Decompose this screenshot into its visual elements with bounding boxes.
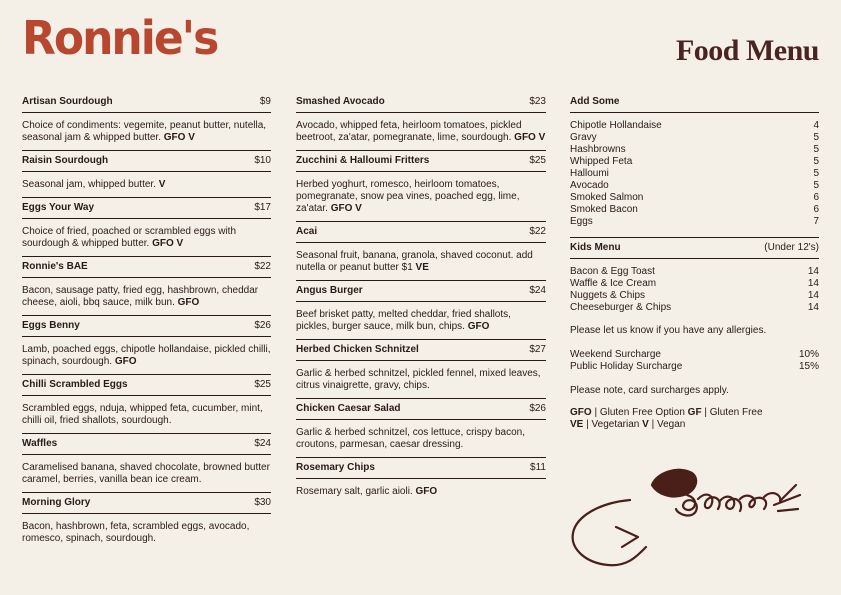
description-text: Garlic & herbed schnitzel, cos lettuce, crispy bacon, croutons, parmesan, caesar dressing.	[296, 427, 525, 450]
section-title: Add Some	[570, 96, 620, 107]
menu-item-angus-burger	[296, 281, 546, 340]
row-label: Weekend Surcharge	[570, 349, 661, 360]
dietary-legend	[570, 407, 819, 431]
dietary-tags: GFO V	[152, 238, 184, 249]
description-text: Beef brisket patty, melted cheddar, fried shallots, pickles, burger sauce, milk bun, chips.	[296, 309, 511, 332]
row-value: 14	[807, 266, 819, 277]
menu-item-header	[22, 257, 271, 278]
description-text: Bacon, hashbrown, feta, scrambled eggs, avocado, romesco, spinach, sourdough.	[22, 521, 250, 544]
menu-item-waffles	[22, 434, 271, 493]
legend-code: VE	[570, 419, 584, 430]
menu-item-eggs-your-way	[22, 198, 271, 257]
menu-item-name: Ronnie's BAE	[22, 261, 88, 272]
card-surcharge-note: Please note, card surcharges apply.	[570, 385, 729, 396]
row-value: 10%	[798, 349, 819, 360]
menu-column-3	[570, 92, 819, 431]
description-text: Seasonal fruit, banana, granola, shaved coconut. add nutella or peanut butter $1	[296, 250, 533, 273]
surcharge-list	[570, 347, 819, 383]
list-row	[570, 192, 819, 204]
menu-item-header	[22, 151, 271, 172]
menu-item-price: $22	[254, 261, 271, 272]
row-label: Public Holiday Surcharge	[570, 361, 683, 372]
menu-item-price: $27	[529, 344, 546, 355]
menu-item-description	[22, 337, 271, 374]
legend-code: GFO	[570, 407, 592, 418]
menu-item-name: Acai	[296, 226, 318, 237]
menu-item-description	[296, 420, 546, 457]
add-some-heading	[570, 92, 819, 113]
list-row	[570, 180, 819, 192]
menu-item-price: $17	[254, 202, 271, 213]
row-label: Gravy	[570, 132, 597, 143]
legend-separator: |	[651, 419, 655, 430]
menu-item-price: $10	[254, 155, 271, 166]
chef-sketch-illustration	[568, 455, 823, 575]
row-value: 14	[807, 290, 819, 301]
menu-item-name: Rosemary Chips	[296, 462, 375, 473]
legend-text: Vegan	[656, 419, 686, 430]
row-value: 15%	[798, 361, 819, 372]
description-text: Rosemary salt, garlic aioli.	[296, 486, 413, 497]
menu-item-name: Eggs Benny	[22, 320, 80, 331]
list-row	[570, 216, 819, 228]
menu-item-price: $11	[530, 462, 546, 473]
menu-item-price: $25	[529, 155, 546, 166]
description-text: Scrambled eggs, nduja, whipped feta, cucumber, mint, chilli oil, fried shallots, sourdough.	[22, 403, 263, 426]
row-label: Waffle & Ice Cream	[570, 278, 657, 289]
menu-item-header	[296, 151, 546, 172]
dietary-tags: GFO	[415, 486, 438, 497]
menu-item-price: $30	[254, 497, 271, 508]
menu-item-name: Raisin Sourdough	[22, 155, 109, 166]
menu-item-rosemary-chips	[296, 458, 546, 504]
list-row	[570, 302, 819, 314]
menu-item-ronnie-s-bae	[22, 257, 271, 316]
row-value: 5	[813, 180, 819, 191]
legend-code: V	[642, 419, 649, 430]
row-label: Avocado	[570, 180, 609, 191]
list-row	[570, 132, 819, 144]
row-label: Nuggets & Chips	[570, 290, 646, 301]
brand-logo: Ronnie's	[22, 12, 218, 66]
legend-separator: |	[594, 407, 598, 418]
menu-item-price: $26	[529, 403, 546, 414]
list-row	[570, 144, 819, 156]
legend-text: Gluten Free Option	[599, 407, 685, 418]
row-label: Chipotle Hollandaise	[570, 120, 662, 131]
menu-item-name: Morning Glory	[22, 497, 91, 508]
menu-item-name: Artisan Sourdough	[22, 96, 113, 107]
menu-item-name: Chicken Caesar Salad	[296, 403, 401, 414]
list-row	[570, 120, 819, 132]
dietary-tags: VE	[415, 262, 429, 273]
menu-item-header	[296, 399, 546, 420]
menu-item-description	[22, 113, 271, 150]
menu-item-description	[296, 172, 546, 221]
menu-item-header	[296, 281, 546, 302]
menu-item-name: Chilli Scrambled Eggs	[22, 379, 128, 390]
legend-text: Gluten Free	[709, 407, 763, 418]
row-value: 6	[813, 204, 819, 215]
dietary-tags: GFO V	[330, 203, 362, 214]
menu-item-header	[22, 92, 271, 113]
description-text: Herbed yoghurt, romesco, heirloom tomatoes, pomegranate, snow pea vines, poached egg, lime, za'atar.	[296, 179, 520, 214]
list-row	[570, 361, 819, 373]
description-text: Caramelised banana, shaved chocolate, browned butter caramel, berries, vanilla bean ice cream.	[22, 462, 270, 485]
description-text: Garlic & herbed schnitzel, pickled fennel, mixed leaves, citrus vinaigrette, gravy, chips.	[296, 368, 541, 391]
menu-item-price: $23	[529, 96, 546, 107]
row-label: Smoked Salmon	[570, 192, 644, 203]
row-label: Halloumi	[570, 168, 609, 179]
menu-item-price: $25	[254, 379, 271, 390]
legend-separator: |	[704, 407, 707, 418]
row-value: 14	[807, 302, 819, 313]
menu-item-name: Waffles	[22, 438, 58, 449]
menu-item-price: $9	[259, 96, 271, 107]
menu-item-eggs-benny	[22, 316, 271, 375]
menu-item-chilli-scrambled-eggs	[22, 375, 271, 434]
legend-text: Vegetarian	[591, 419, 640, 430]
page-title: Food Menu	[675, 34, 819, 67]
list-row	[570, 266, 819, 278]
menu-item-header	[22, 198, 271, 219]
menu-item-description	[22, 219, 271, 256]
menu-item-herbed-chicken-schnitzel	[296, 340, 546, 399]
menu-item-header	[296, 222, 546, 243]
menu-item-price: $26	[254, 320, 271, 331]
kids-menu-section	[570, 238, 819, 323]
kids-menu-list	[570, 259, 819, 323]
menu-item-description	[296, 361, 546, 398]
menu-item-price: $22	[529, 226, 546, 237]
dietary-tags: GFO V	[514, 132, 546, 143]
menu-column-1	[22, 92, 271, 551]
menu-item-description	[296, 479, 546, 504]
dietary-tags: GFO	[177, 297, 200, 308]
dietary-tags: GFO	[114, 356, 137, 367]
section-title: Kids Menu	[570, 242, 621, 253]
menu-item-header	[296, 458, 546, 479]
menu-item-header	[22, 434, 271, 455]
list-row	[570, 204, 819, 216]
menu-item-description	[22, 172, 271, 197]
menu-item-name: Angus Burger	[296, 285, 363, 296]
kids-age-note: (Under 12's)	[764, 242, 819, 253]
dietary-tags: GFO	[467, 321, 490, 332]
menu-item-price: $24	[254, 438, 271, 449]
row-value: 5	[813, 168, 819, 179]
list-row	[570, 290, 819, 302]
row-label: Bacon & Egg Toast	[570, 266, 655, 277]
list-row	[570, 349, 819, 361]
row-value: 5	[813, 156, 819, 167]
row-label: Whipped Feta	[570, 156, 633, 167]
menu-item-zucchini-halloumi-fritters	[296, 151, 546, 222]
menu-item-description	[22, 514, 271, 551]
dietary-tags: GFO V	[163, 132, 195, 143]
description-text: Lamb, poached eggs, chipotle hollandaise, pickled chilli, spinach, sourdough.	[22, 344, 271, 367]
menu-item-description	[296, 113, 546, 150]
menu-item-name: Eggs Your Way	[22, 202, 95, 213]
description-text: Bacon, sausage patty, fried egg, hashbrown, cheddar cheese, aioli, bbq sauce, milk bun.	[22, 285, 259, 308]
menu-column-2	[296, 92, 546, 504]
menu-item-description	[22, 278, 271, 315]
row-label: Eggs	[570, 216, 593, 227]
dietary-tags: V	[158, 179, 166, 190]
description-text: Choice of condiments: vegemite, peanut butter, nutella, seasonal jam & whipped butter.	[22, 120, 267, 143]
row-value: 14	[807, 278, 819, 289]
list-row	[570, 168, 819, 180]
row-value: 7	[813, 216, 819, 227]
row-value: 6	[813, 192, 819, 203]
row-value: 5	[813, 132, 819, 143]
menu-item-price: $24	[529, 285, 546, 296]
description-text: Seasonal jam, whipped butter.	[22, 179, 156, 190]
menu-item-header	[22, 316, 271, 337]
menu-item-artisan-sourdough	[22, 92, 271, 151]
menu-item-header	[296, 340, 546, 361]
kids-menu-heading	[570, 238, 819, 259]
menu-item-chicken-caesar-salad	[296, 399, 546, 458]
add-some-section	[570, 92, 819, 238]
list-row	[570, 156, 819, 168]
legend-code: GF	[687, 407, 702, 418]
menu-item-smashed-avocado	[296, 92, 546, 151]
row-value: 5	[813, 144, 819, 155]
description-text: Avocado, whipped feta, heirloom tomatoes, pickled beetroot, za'atar, pomegranate, lime, sourdough.	[296, 120, 522, 143]
menu-item-header	[22, 493, 271, 514]
menu-item-name: Herbed Chicken Schnitzel	[296, 344, 419, 355]
menu-item-description	[22, 396, 271, 433]
add-some-list	[570, 113, 819, 237]
list-row	[570, 278, 819, 290]
menu-item-name: Smashed Avocado	[296, 96, 385, 107]
menu-item-description	[296, 302, 546, 339]
menu-item-raisin-sourdough	[22, 151, 271, 198]
description-text: Choice of fried, poached or scrambled eggs with sourdough & whipped butter.	[22, 226, 237, 249]
menu-item-morning-glory	[22, 493, 271, 551]
allergy-note: Please let us know if you have any allergies.	[570, 325, 767, 336]
row-value: 4	[813, 120, 819, 131]
legend-separator: |	[586, 419, 589, 430]
row-label: Cheeseburger & Chips	[570, 302, 672, 313]
row-label: Hashbrowns	[570, 144, 626, 155]
menu-item-header	[22, 375, 271, 396]
menu-item-description	[22, 455, 271, 492]
menu-item-name: Zucchini & Halloumi Fritters	[296, 155, 430, 166]
menu-item-acai	[296, 222, 546, 281]
row-label: Smoked Bacon	[570, 204, 638, 215]
menu-item-description	[296, 243, 546, 280]
menu-item-header	[296, 92, 546, 113]
